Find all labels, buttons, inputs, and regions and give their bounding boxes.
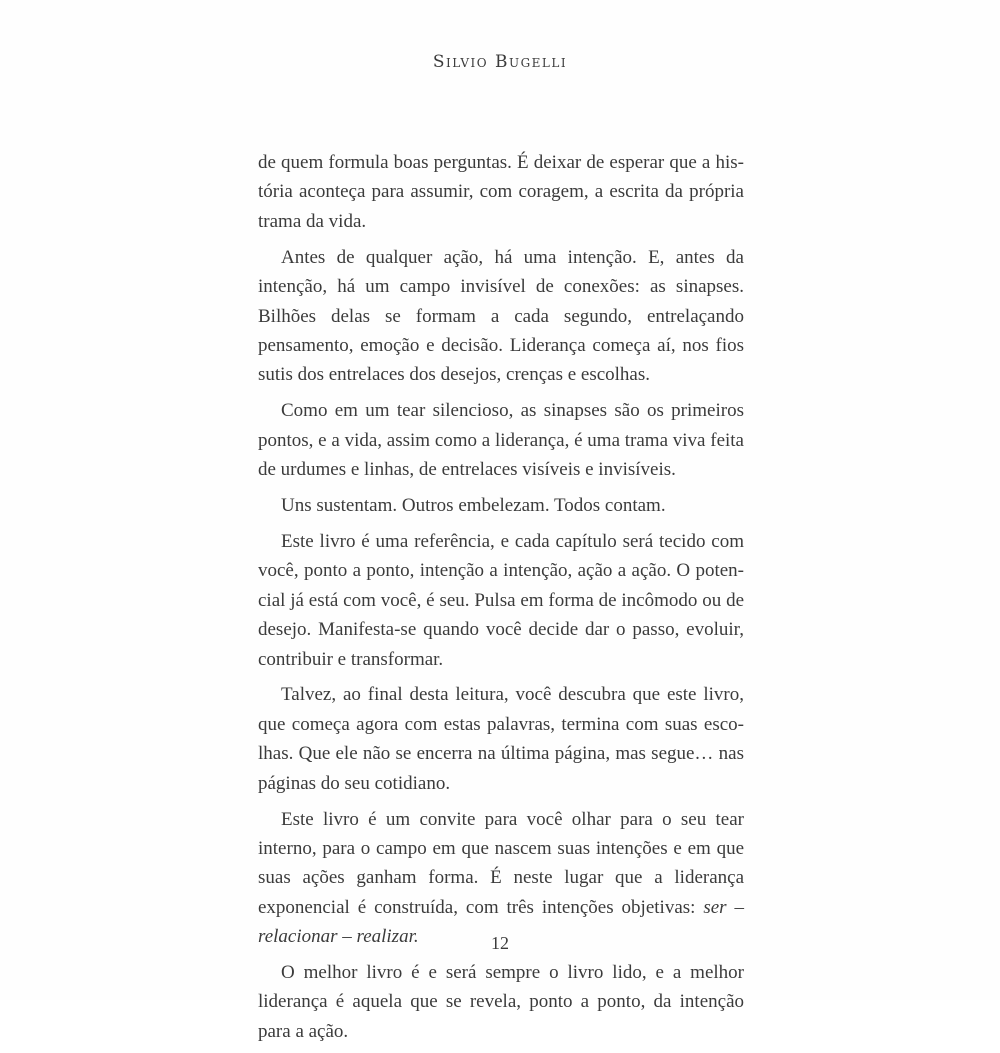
- running-head-author: Silvio Bugelli: [432, 52, 568, 72]
- body-text: [258, 148, 744, 1053]
- paragraph-2: Antes de qualquer ação, há uma intenção. E, antes da intenção, há um campo invisível de conexões: as sinapses. Bilhões delas se formam a cada segundo, entrelaçando pensamento, emoção e decisão. Liderança começa aí, nos fios sutis dos entrelaces dos desejos, crenças e escolhas.: [258, 246, 744, 386]
- paragraph-3: Como em um tear silencioso, as sinapses são os primeiros pontos, e a vida, assim como a liderança, é uma trama viva feita de urdumes e linhas, de entrelaces visíveis e invisíveis.: [258, 400, 744, 481]
- paragraph-6: Talvez, ao final desta leitura, você descubra que este livro, que começa agora com estas palavras, termina com suas escolhas. Que ele não se encerra na última página, mas segue… nas páginas do seu cotidiano.: [258, 684, 744, 794]
- paragraph-7-text: Este livro é um convite para você olhar para o seu tear interno, para o campo em que nascem suas intenções e em que suas ações ganham forma. É neste lugar que a liderança exponencial é construída, com três intenções objetivas:: [258, 808, 744, 918]
- paragraph-5: Este livro é uma referência, e cada capítulo será tecido com você, ponto a ponto, intenção a intenção, ação a ação. O potencial já está com você, é seu. Pulsa em forma de incômodo ou de desejo. Manifesta-se quando você decide dar o passo, evoluir, contribuir e transformar.: [258, 530, 744, 670]
- page-number: 12: [491, 933, 509, 953]
- paragraph-7: [258, 805, 744, 952]
- paragraph-4: Uns sustentam. Outros embelezam. Todos contam.: [281, 494, 666, 516]
- paragraph-7-italic: ser – relacionar – realizar.: [258, 896, 744, 948]
- paragraph-8: O melhor livro é e será sempre o livro lido, e a melhor liderança é aquela que se revela, ponto a ponto, da intenção para a ação.: [258, 962, 744, 1042]
- paragraph-1: de quem formula boas perguntas. É deixar de esperar que a história aconteça para assumir, com coragem, a escrita da própria trama da vida.: [258, 152, 744, 232]
